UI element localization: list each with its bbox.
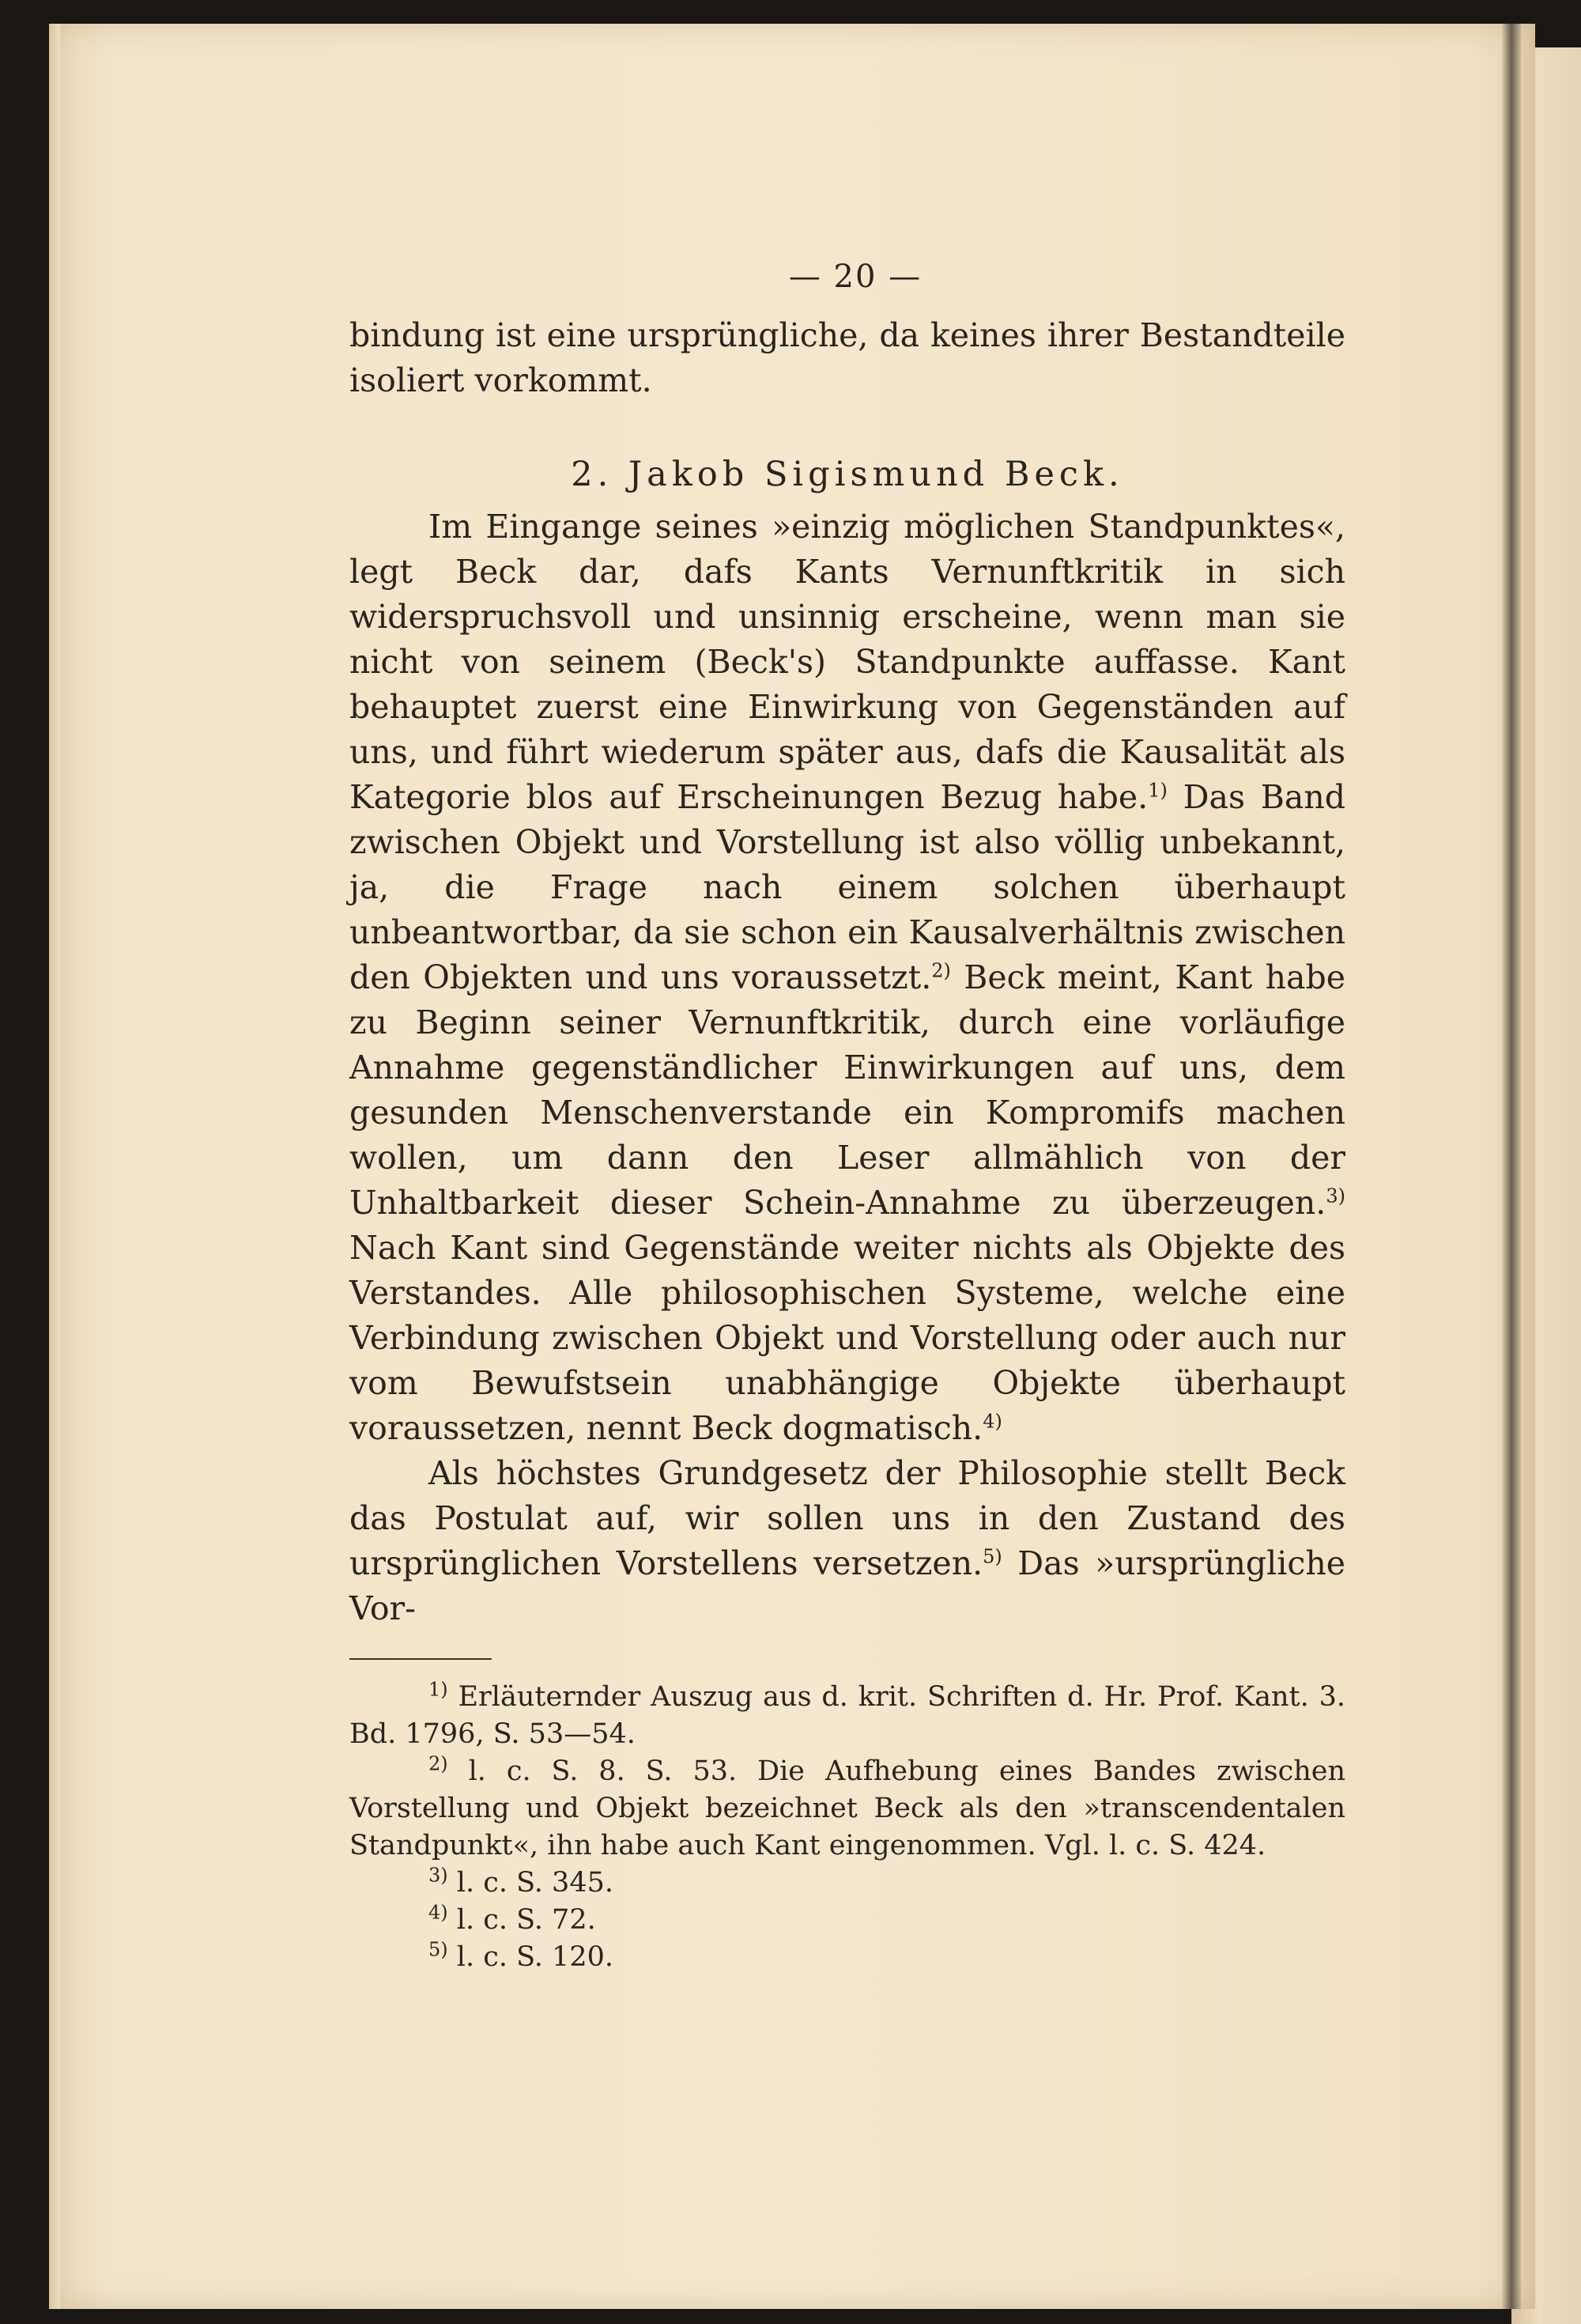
- footnote-rule: [349, 1658, 492, 1660]
- footnote-text: l. c. S. 345.: [447, 1867, 613, 1899]
- footnote-3: [349, 1865, 1345, 1902]
- footnote-ref-1: 1): [1148, 779, 1168, 802]
- footnote-2: [349, 1753, 1345, 1865]
- paragraph-2: [349, 1451, 1345, 1631]
- paragraph-2-part-b: Das »ursprüngliche Vor-: [349, 1544, 1345, 1627]
- footnotes: [349, 1679, 1345, 1976]
- paragraph-1-part-b: Das Band zwischen Objekt und Vorstellung ist also völlig unbekannt, ja, die Frage nach einem solchen überhaupt unbeantwortbar, da sie schon ein Kausalverhältnis zwischen den Objekten und uns voraussetzt.: [349, 778, 1345, 996]
- footnote-ref-4: 4): [983, 1410, 1002, 1433]
- paragraph-1-part-d: Nach Kant sind Gegenstände weiter nichts als Objekte des Verstandes. Alle philosophischen Systeme, welche eine Verbindung zwischen Objekt und Vorstellung oder auch nur vom Bewufstsein unabhängige Objekte überhaupt voraussetzen, nennt Beck dogmatisch.: [349, 1229, 1345, 1447]
- paragraph-1-part-c: Beck meint, Kant habe zu Beginn seiner Vernunftkritik, durch eine vorläufige Annahme gegenständlicher Einwirkungen auf uns, dem gesunden Menschenverstande ein Kompromifs machen wollen, um dann den Leser allmählich von der Unhaltbarkeit dieser Schein-Annahme zu überzeugen.: [349, 958, 1345, 1222]
- page-content: [349, 253, 1345, 1976]
- footnote-mark: 3): [428, 1864, 448, 1887]
- footnote-text: l. c. S. 8. S. 53. Die Aufhebung eines Bandes zwischen Vorstellung und Objekt bezeichnet Beck als den »transcendentalen Standpunkt«, ihn habe auch Kant eingenommen. Vgl. l. c. S. 424.: [349, 1755, 1345, 1861]
- paragraph-1: [349, 504, 1345, 1451]
- footnote-ref-5: 5): [983, 1545, 1002, 1568]
- footnote-text: Erläuternder Auszug aus d. krit. Schriften d. Hr. Prof. Kant. 3. Bd. 1796, S. 53—54.: [349, 1681, 1345, 1750]
- page-left-edge: [49, 24, 60, 2309]
- body-text: [349, 313, 1345, 1631]
- footnote-ref-3: 3): [1326, 1185, 1345, 1207]
- footnote-5: [349, 1939, 1345, 1976]
- page-number: — 20 —: [788, 259, 923, 295]
- footnote-text: l. c. S. 72.: [447, 1904, 596, 1936]
- footnote-4: [349, 1902, 1345, 1939]
- footnote-mark: 5): [428, 1938, 448, 1961]
- paragraph-2-part-a: Als höchstes Grundgesetz der Philosophie stellt Beck das Postulat auf, wir sollen uns in den Zustand des ursprünglichen Vorstellens versetzen.: [349, 1454, 1345, 1582]
- footnote-1: [349, 1679, 1345, 1753]
- footnote-mark: 2): [428, 1752, 448, 1775]
- opening-paragraph: bindung ist eine ursprüngliche, da keines ihrer Bestandteile isoliert vorkommt.: [349, 316, 1345, 399]
- footnote-text: l. c. S. 120.: [447, 1941, 613, 1973]
- paragraph-1-part-a: Im Eingange seines »einzig möglichen Standpunktes«, legt Beck dar, dafs Kants Vernunftkritik in sich widerspruchsvoll und unsinnig erscheine, wenn man sie nicht von seinem (Beck's) Standpunkte auffasse. Kant behauptet zuerst eine Einwirkung von Gegenständen auf uns, und führt wiederum später aus, dafs die Kausalität als Kategorie blos auf Erscheinungen Bezug habe.: [349, 508, 1345, 816]
- footnote-ref-2: 2): [931, 959, 951, 982]
- footnote-mark: 4): [428, 1901, 448, 1924]
- section-heading: 2. Jakob Sigismund Beck.: [571, 455, 1124, 494]
- gutter-shadow: [1502, 24, 1521, 2309]
- footnote-mark: 1): [428, 1678, 448, 1701]
